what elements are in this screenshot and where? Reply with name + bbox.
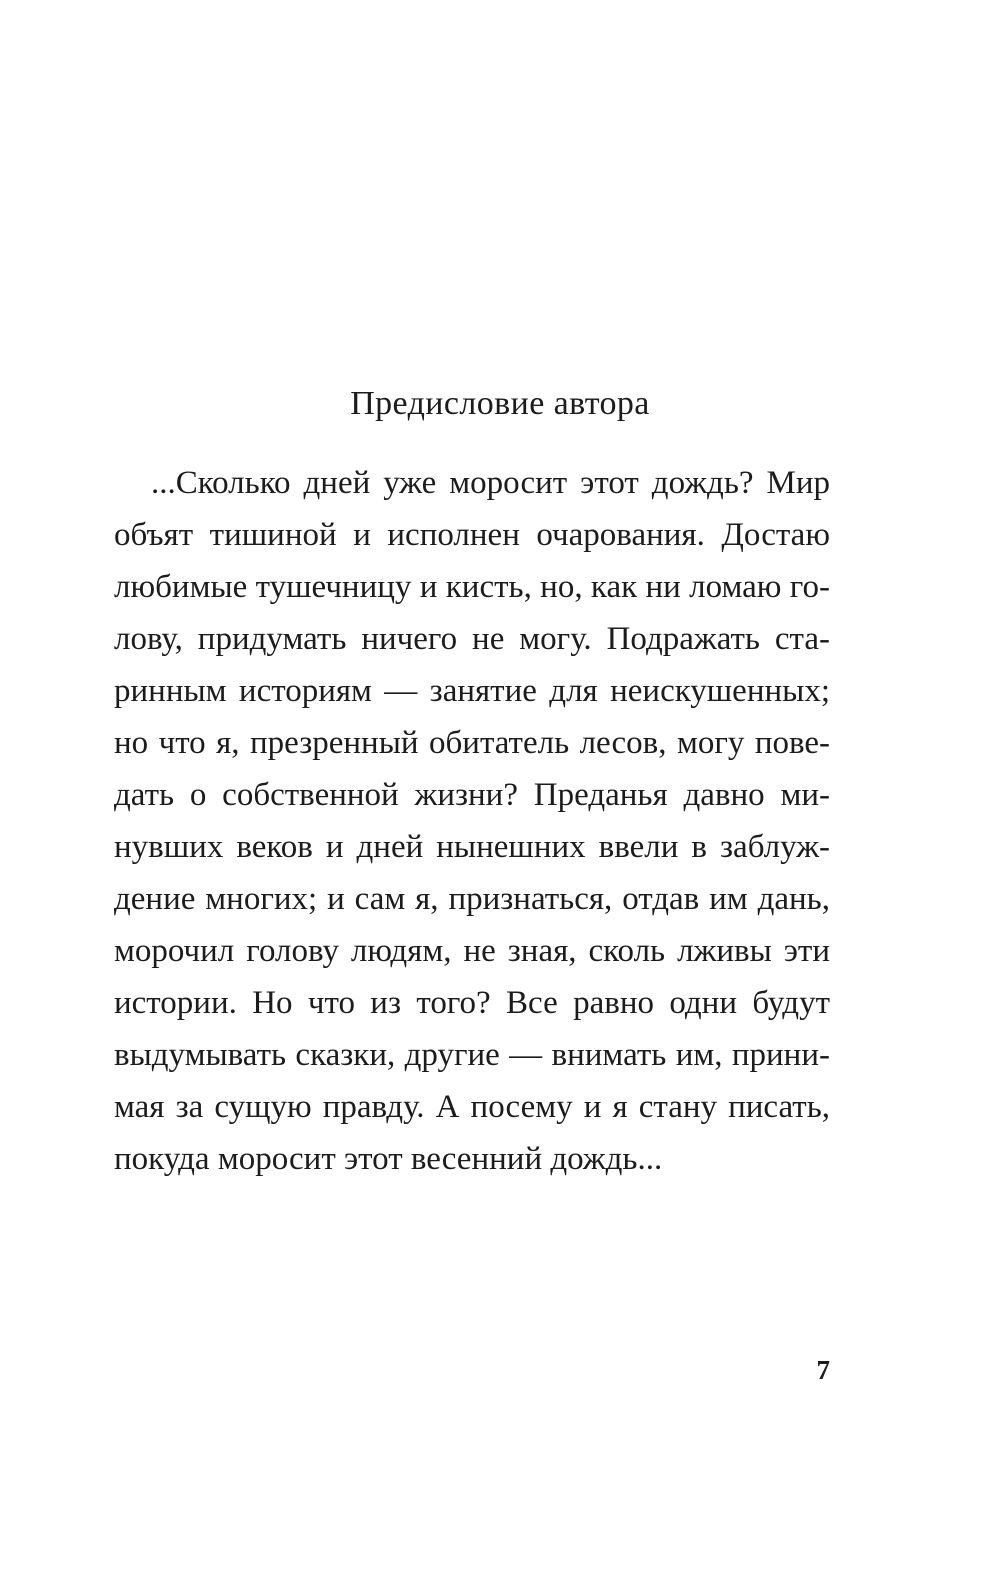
text-line: ...Сколько дней уже моросит этот дождь? Мир [151, 465, 830, 501]
text-line: ринным историям — занятие для неискушенных; [114, 673, 830, 709]
page-number: 7 [816, 1355, 830, 1385]
text-line: любимые тушечницу и кисть, но, как ни ломаю го- [114, 569, 830, 605]
text-line: мая за сущую правду. А посему и я стану писать, [114, 1089, 830, 1125]
text-line: дение многих; и сам я, признаться, отдав им дань, [114, 881, 830, 917]
text-line: покуда моросит этот весенний дождь... [114, 1141, 663, 1177]
text-line: лову, придумать ничего не могу. Подражать ста- [114, 621, 830, 657]
text-line: выдумывать сказки, другие — внимать им, прини- [114, 1037, 830, 1073]
text-line: дать о собственной жизни? Преданья давно ми- [114, 777, 830, 813]
text-line: но что я, презренный обитатель лесов, могу пове- [114, 725, 830, 761]
text-line: истории. Но что из того? Все равно одни будут [114, 985, 830, 1021]
page-title: Предисловие автора [350, 385, 650, 422]
text-line: нувших веков и дней нынешних ввели в заблуж- [114, 829, 830, 865]
text-line: морочил голову людям, не зная, сколь лживы эти [114, 933, 830, 969]
text-line: объят тишиной и исполнен очарования. Достаю [114, 517, 830, 553]
preface-text [114, 457, 830, 1185]
